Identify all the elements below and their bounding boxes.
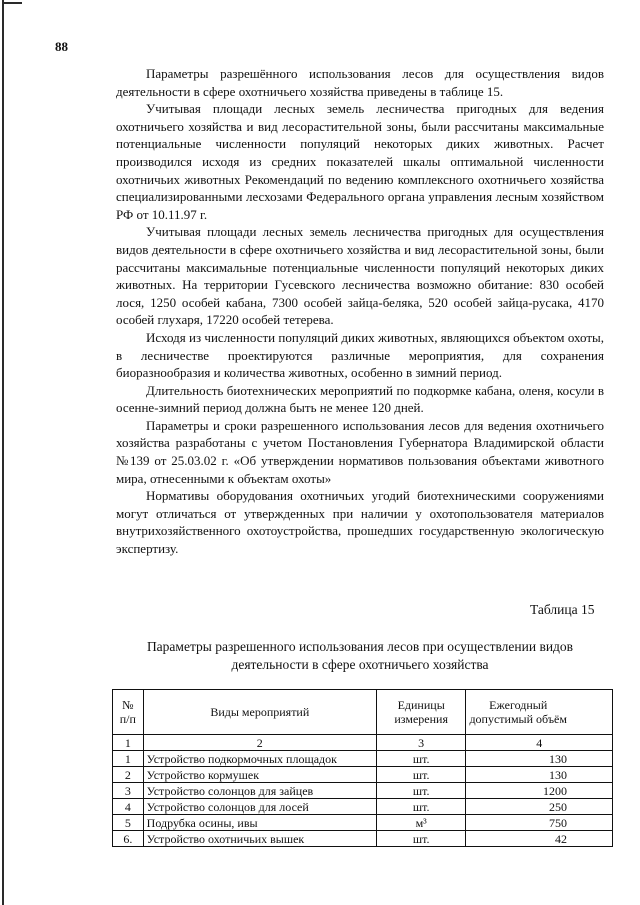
header-activity: Виды мероприятий [143, 690, 376, 735]
table-row [113, 831, 613, 847]
row-activity: Подрубка осины, ивы [143, 815, 376, 831]
scan-edge-left [2, 0, 4, 905]
column-number: 4 [466, 735, 613, 751]
row-unit: шт. [376, 751, 466, 767]
row-number: 5 [113, 815, 144, 831]
row-number: 1 [113, 751, 144, 767]
row-number: 2 [113, 767, 144, 783]
scan-edge-top [4, 2, 22, 4]
row-activity: Устройство подкормочных площадок [143, 751, 376, 767]
paragraph: Учитывая площади лесных земель лесничества пригодных для осуществления видов деятельности в сфере охотничьего хозяйства и вид лесорастительной зоны, были рассчитаны максимальные потенциальные численности популяций некоторых диких животных. На территории Гусевского лесничества возможно обитание: 830 особей лося, 1250 особей кабана, 7300 особей зайца-беляка, 520 особей зайца-русака, 4170 особей глухаря, 17220 особей тетерева. [116, 224, 604, 328]
header-number: № п/п [113, 690, 144, 735]
row-activity: Устройство солонцов для лосей [143, 799, 376, 815]
row-unit: м³ [376, 815, 466, 831]
table-row [113, 783, 613, 799]
table-row [113, 799, 613, 815]
row-number: 4 [113, 799, 144, 815]
table-title: Параметры разрешенного использования лесов при осуществлении видов деятельности в сфере охотничьего хозяйства [146, 639, 574, 672]
row-unit: шт. [376, 831, 466, 847]
row-activity: Устройство кормушек [143, 767, 376, 783]
paragraph: Нормативы оборудования охотничьих угодий биотехническими сооружениями могут отличаться от утвержденных при наличии у охотопользователя материалов внутрихозяйственного охотоустройства, прошедших государственную экологическую экспертизу. [116, 488, 604, 557]
row-number: 6. [113, 831, 144, 847]
table-row [113, 767, 613, 783]
paragraph: Длительность биотехнических мероприятий по подкормке кабана, оленя, косули в осенне-зимний период должна быть не менее 120 дней. [116, 382, 604, 416]
row-volume: 130 [466, 767, 613, 783]
column-number: 1 [113, 735, 144, 751]
row-unit: шт. [376, 783, 466, 799]
table-header-row [113, 690, 613, 735]
page-number: 88 [55, 39, 68, 54]
table-row [113, 815, 613, 831]
row-activity: Устройство охотничьих вышек [143, 831, 376, 847]
column-number: 2 [143, 735, 376, 751]
table-label: Таблица 15 [530, 602, 595, 617]
parameters-table [112, 689, 613, 847]
row-volume: 750 [466, 815, 613, 831]
header-volume: Ежегодный допустимый объём [466, 690, 613, 735]
table-row [113, 751, 613, 767]
paragraph: Исходя из численности популяций диких животных, являющихся объектом охоты, в лесничестве проектируются различные мероприятия, для сохранения биоразнообразия и количества животных, особенно в зимний период. [116, 329, 604, 381]
paragraph: Параметры разрешённого использования лесов для осуществления видов деятельности в сфере охотничьего хозяйства приведены в таблице 15. [116, 66, 604, 99]
row-volume: 42 [466, 831, 613, 847]
column-number-row [113, 735, 613, 751]
row-volume: 250 [466, 799, 613, 815]
body-text [116, 65, 604, 558]
paragraph: Учитывая площади лесных земель лесничества пригодных для ведения охотничьего хозяйства и вид лесорастительной зоны, были рассчитаны максимальные потенциальные численности популяций некоторых диких животных. Расчет производился исходя из средних показателей шкалы оптимальной численности охотничьих животных Рекомендаций по ведению комплексного охотничьего хозяйства специализированными лесхозами Федерального органа управления лесным хозяйством РФ от 10.11.97 г. [116, 101, 604, 222]
column-number: 3 [376, 735, 466, 751]
row-unit: шт. [376, 799, 466, 815]
paragraph: Параметры и сроки разрешенного использования лесов для ведения охотничьего хозяйства разработаны с учетом Постановления Губернатора Владимирской области №139 от 25.03.02 г. «Об утверждении нормативов пользования объектами животного мира, отнесенными к объектам охоты» [116, 417, 604, 486]
row-number: 3 [113, 783, 144, 799]
row-unit: шт. [376, 767, 466, 783]
row-activity: Устройство солонцов для зайцев [143, 783, 376, 799]
header-unit: Единицы измерения [376, 690, 466, 735]
row-volume: 130 [466, 751, 613, 767]
row-volume: 1200 [466, 783, 613, 799]
